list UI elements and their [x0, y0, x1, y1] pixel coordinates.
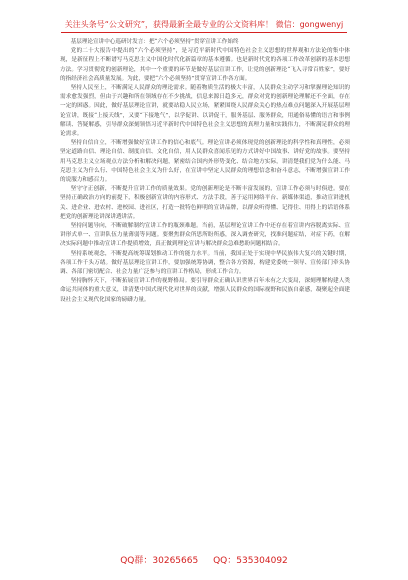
qq-group-text: QQ群：30265665	[120, 556, 199, 566]
promo-footer	[0, 553, 408, 566]
promo-header-text: 关注头条号“公文研究”，获得最新全最专业的公文资料库！ 微信：gongwenyj	[61, 19, 347, 33]
paragraph: 坚持自信自立，不断增强做好宣讲工作的信心和底气。理论宣讲必须体现党的创新理论的科学性和真理性，必须坚定道路自信、理论自信、制度自信、文化自信，用人民群众喜闻乐见的方式讲好中国故事、讲好党的故事。要坚持用马克思主义立场观点方法分析和解决问题，紧密结合国内外形势变化、结合地方实际，讲清楚我们党为什么能、马克思主义为什么行、中国特色社会主义为什么好，在宣讲中坚定人民群众的理想信念和奋斗意志，不断增强宣讲工作的说服力和感召力。	[60, 140, 350, 184]
paragraph: 坚持问题导向，不断破解制约宣讲工作的瓶颈难题。当前，基层理论宣讲工作中还存在着宣讲内容脱离实际、宣讲形式单一、宣讲队伍力量薄弱等问题。要聚焦群众所思所盼所惑，深入调查研究，找准问题症结，对症下药，在解决实际问题中推动宣讲工作提质增效，真正做到理论宣讲与解决群众急难愁盼问题相结合。	[60, 223, 350, 248]
document-title: 基层理论宣讲中心巡研讨发言：把“六个必须坚持”贯穿宣讲工作始终	[70, 39, 239, 45]
qq-text: QQ：535304092	[213, 556, 288, 566]
paragraph: 坚持胸怀天下，不断拓展宣讲工作的视野格局。要引导群众正确认识世界百年未有之大变局，深刻理解构建人类命运共同体的重大意义，讲清楚中国式现代化对世界的贡献，增强人民群众的国际视野和民族自豪感，凝聚起全面建设社会主义现代化国家的磅礴力量。	[60, 278, 350, 303]
document-body	[60, 38, 350, 305]
promo-header	[0, 12, 408, 33]
paragraph: 党的二十大报告中提出的“六个必须坚持”，是习近平新时代中国特色社会主义思想的世界观和方法论的集中体现，是新征程上不断谱写马克思主义中国化时代化新篇章的基本遵循。也是新时代党的各项工作改革创新的基本思想方法。学习贯彻党的创新理论，其中一个重要的环节是做好基层宣讲工作，让党的创新理论“飞入寻常百姓家”，要好的指经济社会高质量发展。为此，要把“六个必须坚持”贯穿宣讲工作各方面。	[60, 48, 350, 82]
paragraph: 坚守守正创新，不断提升宣讲工作的质量效果。党的创新理论是不断丰富发展的，宣讲工作必须与时俱进。要在坚持正确政治方向的前提下，积极创新宣讲的内容形式、方法手段，善于运用网络平台、新媒体渠道，推动宣讲进机关、进企业、进农村、进校园、进社区，打造一批特色鲜明的宣讲品牌，以群众听得懂、记得住、用得上的话语体系把党的创新理论讲深讲透讲活。	[60, 186, 350, 220]
paragraph: 坚持系统观念，不断提高统筹谋划推动工作的能力水平。当前，我国正处于实现中华民族伟大复兴的关键时期，各项工作千头万绪。做好基层理论宣讲工作，要加强统筹协调，整合各方资源，构建党委统一领导、宣传部门牵头协调、各部门密切配合、社会力量广泛参与的宣讲工作格局，形成工作合力。	[60, 250, 350, 276]
paragraph: 坚持人民至上，不断满足人民群众的理论需求。随着物质生活的极大丰富，人民群众主动学习和掌握理论知识的需求愈发强烈，但由于兴趣和所在领域存在不少挑战，信息来源日趋多元，群众对党的创新理论理解还不全面，存在一定的困惑。因此，做好基层理论宣讲，就要站稳人民立场，紧紧围绕人民群众关心的热点难点问题深入开展基层理论宣讲，既接“上接天线”，又要“下接地气”，以学促讲、以讲促干，服务基层、服务群众，用通俗易懂的语言和事例解读、答疑解惑，引导群众深刻领悟习近平新时代中国特色社会主义思想的真理力量和实践伟力，不断满足群众的理论需求。	[60, 85, 350, 138]
